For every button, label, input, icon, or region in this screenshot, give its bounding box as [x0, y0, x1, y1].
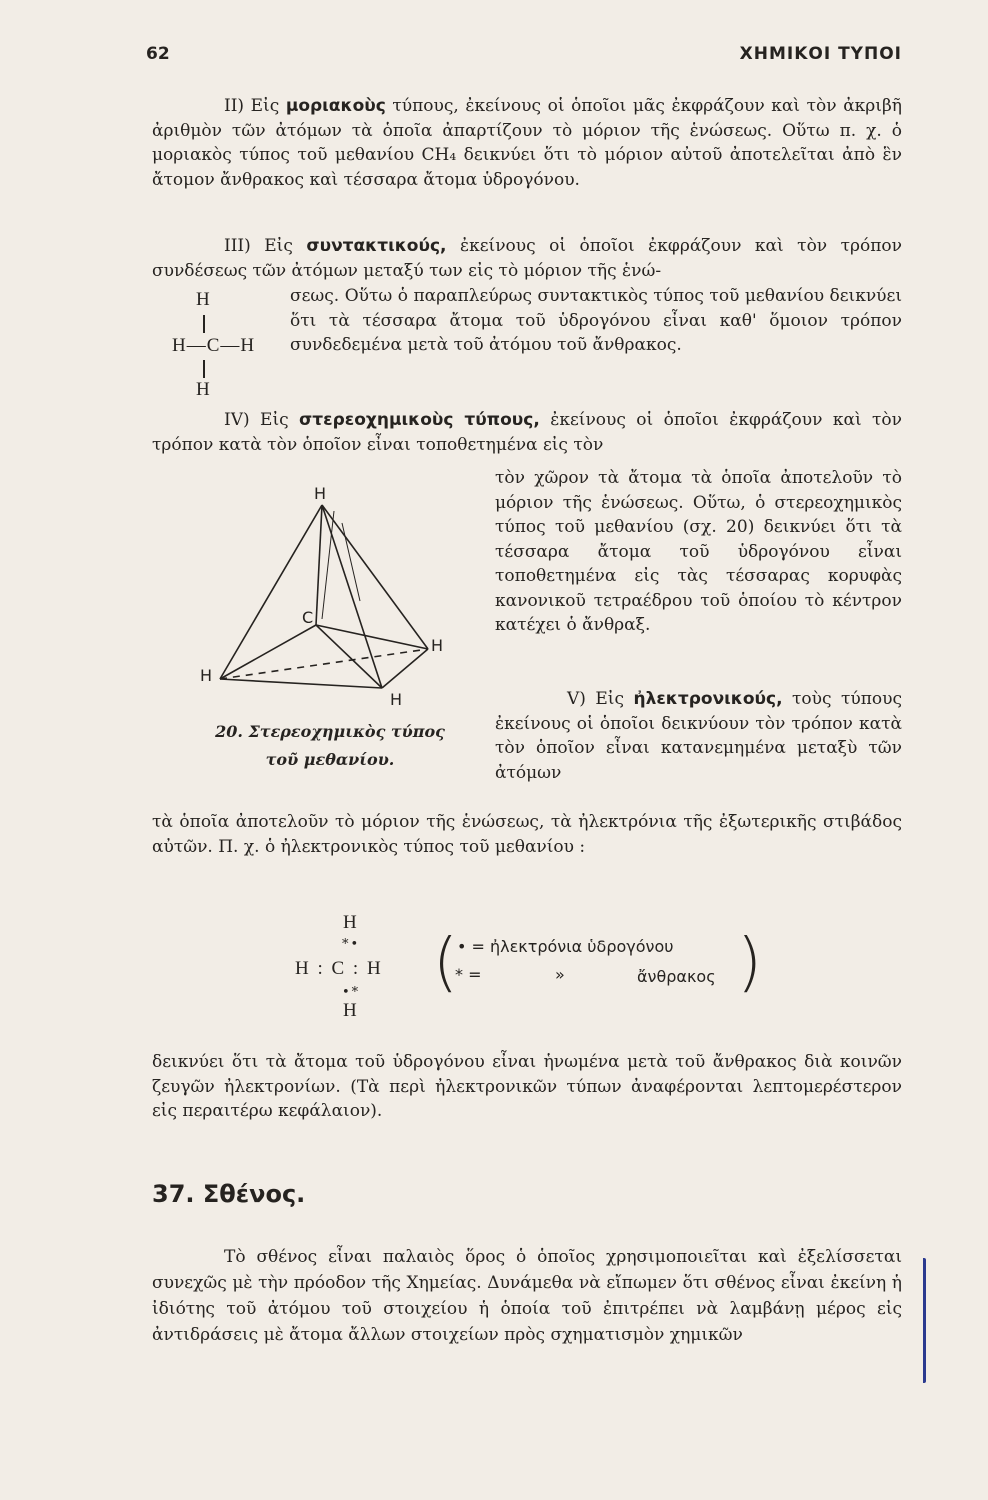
page-number: 62	[146, 44, 170, 64]
bond-line	[203, 315, 205, 333]
item-lead: V) Εἰς	[567, 689, 624, 709]
structural-formula-top-h: H	[196, 289, 210, 310]
edge	[220, 505, 322, 679]
label-h-left: H	[200, 666, 213, 685]
section-title: Σθένος.	[202, 1180, 306, 1208]
tetrahedron-figure	[190, 475, 460, 710]
bond	[316, 625, 428, 649]
label-h-top: H	[314, 484, 327, 503]
edge	[322, 505, 428, 649]
paragraph-electronic-conclusion: δεικνύει ὅτι τὰ ἄτομα τοῦ ὑδρογόνου εἶναι ἡνωμένα μετὰ τοῦ ἄνθρακος διὰ κοινῶν ζευγῶν ἠλεκτρονίων. (Τὰ περὶ ἠλεκτρονικῶν τύπων ἀναφέρονται λεπτομερέστερον εἰς περαιτέρω κεφάλαιον).	[152, 1052, 902, 1121]
item-lead: IV) Εἰς	[224, 410, 289, 430]
paragraph-stereochemical-formulas	[152, 408, 902, 457]
structural-side-text: σεως. Οὕτω ὁ παραπλεύρως συντακτικὸς τύπος τοῦ μεθανίου δεικνύει ὅτι τὰ τέσσαρα ἄτομα τοῦ ὑδρογόνου εἶναι καθ' ὅμοιον τρόπον συνδεδεμένα μετὰ τοῦ ἀτόμου τοῦ ἄνθρακος.	[290, 286, 902, 355]
label-c-center: C	[302, 608, 314, 627]
label-h-right: H	[431, 636, 444, 655]
term-structural: συντακτικούς,	[306, 236, 447, 256]
legend-close-paren: )	[737, 926, 762, 1000]
electron-pair-bottom: •*	[342, 985, 361, 1000]
legend-dot-line: • = ἠλεκτρόνια ὑδρογόνου	[457, 937, 674, 956]
term-molecular: μοριακοὺς	[285, 96, 386, 116]
legend-star-text: ἄνθρακος	[637, 967, 716, 986]
paragraph-electronic-formulas: τὰ ὁποῖα ἀποτελοῦν τὸ μόριον τῆς ἑνώσεως, τὰ ἠλεκτρόνια τῆς ἐξωτερικῆς στιβάδος αὐτῶν. Π. χ. ὁ ἠλεκτρονικὸς τύπος τοῦ μεθανίου :	[152, 812, 902, 857]
paragraph-text: τοὺς τύπους ἐκείνους οἱ ὁποῖοι δεικνύουν τὸν τρόπον κατὰ τὸν ὁποῖον εἶναι κατανεμημένα μεταξὺ τῶν ἀτόμων	[495, 689, 903, 783]
electronic-formula	[285, 905, 805, 1025]
paragraph-text: ἐκείνους οἱ ὁποῖοι ἐκφράζουν καὶ τὸν τρόπον κατὰ τὸν ὁποῖον εἶναι τοποθετημένα εἰς τὸν	[152, 410, 903, 455]
electronic-wrap-text	[495, 687, 902, 785]
section-number: 37.	[152, 1180, 195, 1208]
caption-line-2: τοῦ μεθανίου.	[265, 750, 395, 769]
paragraph-text: τύπους, ἐκείνους οἱ ὁποῖοι μᾶς ἐκφράζουν καὶ τὸν ἀκριβῆ ἀριθμὸν τῶν ἀτόμων τὰ ὁποῖα ἀπαρτίζουν τὸ μόριον τῆς ἑνώσεως. Οὕτω π. χ. ὁ μοριακὸς τύπος τοῦ μεθανίου CH₄ δεικνύει ὅτι τὸ μόριον αὐτοῦ ἀποτελεῖται ἀπὸ ἓν ἄτομον ἄνθρακος καὶ τέσσαρα ἄτομα ὑδρογόνου.	[152, 96, 902, 190]
structural-formula-middle: H—C—H	[172, 335, 256, 356]
structural-formula-bottom-h: H	[196, 379, 210, 400]
legend-open-paren: (	[433, 926, 458, 1000]
paragraph-valence	[152, 1244, 902, 1348]
shading-line	[322, 511, 334, 619]
bond	[316, 505, 322, 625]
margin-pen-mark	[913, 1258, 926, 1383]
paragraph-text: Τὸ σθένος εἶναι παλαιὸς ὅρος ὁ ὁποῖος χρησιμοποιεῖται καὶ ἐξελίσσεται συνεχῶς μὲ τὴν πρόοδον τῆς Χημείας. Δυνάμεθα νὰ εἴπωμεν ὅτι σθένος εἶναι ἐκείνη ἡ ἰδιότης τοῦ ἀτόμου τοῦ στοιχείου ἡ ὁποία τοῦ ἐπιτρέπει νὰ λαμβάνῃ μέρος εἰς ἀντιδράσεις μὲ ἄτομα ἄλλων στοιχείων πρὸς σχηματισμὸν χημικῶν	[152, 1247, 902, 1345]
bond-line	[203, 360, 205, 378]
caption-line-1: 20. Στερεοχημικὸς τύπος	[215, 722, 445, 741]
label-h-bottom: H	[390, 690, 403, 709]
running-title: ΧΗΜΙΚΟΙ ΤΥΠΟΙ	[739, 44, 902, 64]
edge	[220, 679, 382, 688]
figure-caption	[180, 718, 480, 774]
bond	[220, 625, 316, 679]
stereochemical-wrap-text: τὸν χῶρον τὰ ἄτομα τὰ ὁποῖα ἀποτελοῦν τὸ μόριον τῆς ἑνώσεως. Οὕτω, ὁ στερεοχημικὸς τύπος τοῦ μεθανίου (σχ. 20) δεικνύει ὅτι τὰ τέσσαρα ἄτομα τοῦ ὑδρογόνου εἶναι τοποθετημένα εἰς τὰς τέσσαρας κορυφὰς κανονικοῦ τετραέδρου τοῦ ὁποίου τὸ κέντρον κατέχει ὁ ἄνθραξ.	[495, 468, 902, 635]
paragraph-molecular-formulas	[152, 94, 902, 192]
item-lead: III) Εἰς	[224, 236, 293, 256]
legend-star-symbol: * =	[455, 965, 482, 984]
paragraph-text: ἐκείνους οἱ ὁποῖοι ἐκφράζουν καὶ τὸν τρόπον συνδέσεως τῶν ἀτόμων μεταξύ των εἰς τὸ μόριον τῆς ἑνώ-	[152, 236, 902, 281]
legend-star-ditto: »	[555, 965, 565, 984]
shading-line	[342, 523, 360, 601]
electronic-top-h: H	[343, 912, 357, 933]
term-stereochemical: στερεοχημικοὺς τύπους,	[299, 410, 540, 430]
paragraph-structural-formulas	[152, 234, 902, 283]
term-electronic: ἠλεκτρονικούς,	[633, 689, 783, 709]
electronic-middle: H : C : H	[295, 958, 383, 979]
electron-pair-top: *•	[342, 937, 361, 952]
electronic-bottom-h: H	[343, 1000, 357, 1021]
item-lead: II) Εἰς	[224, 96, 280, 116]
section-heading	[152, 1180, 305, 1208]
